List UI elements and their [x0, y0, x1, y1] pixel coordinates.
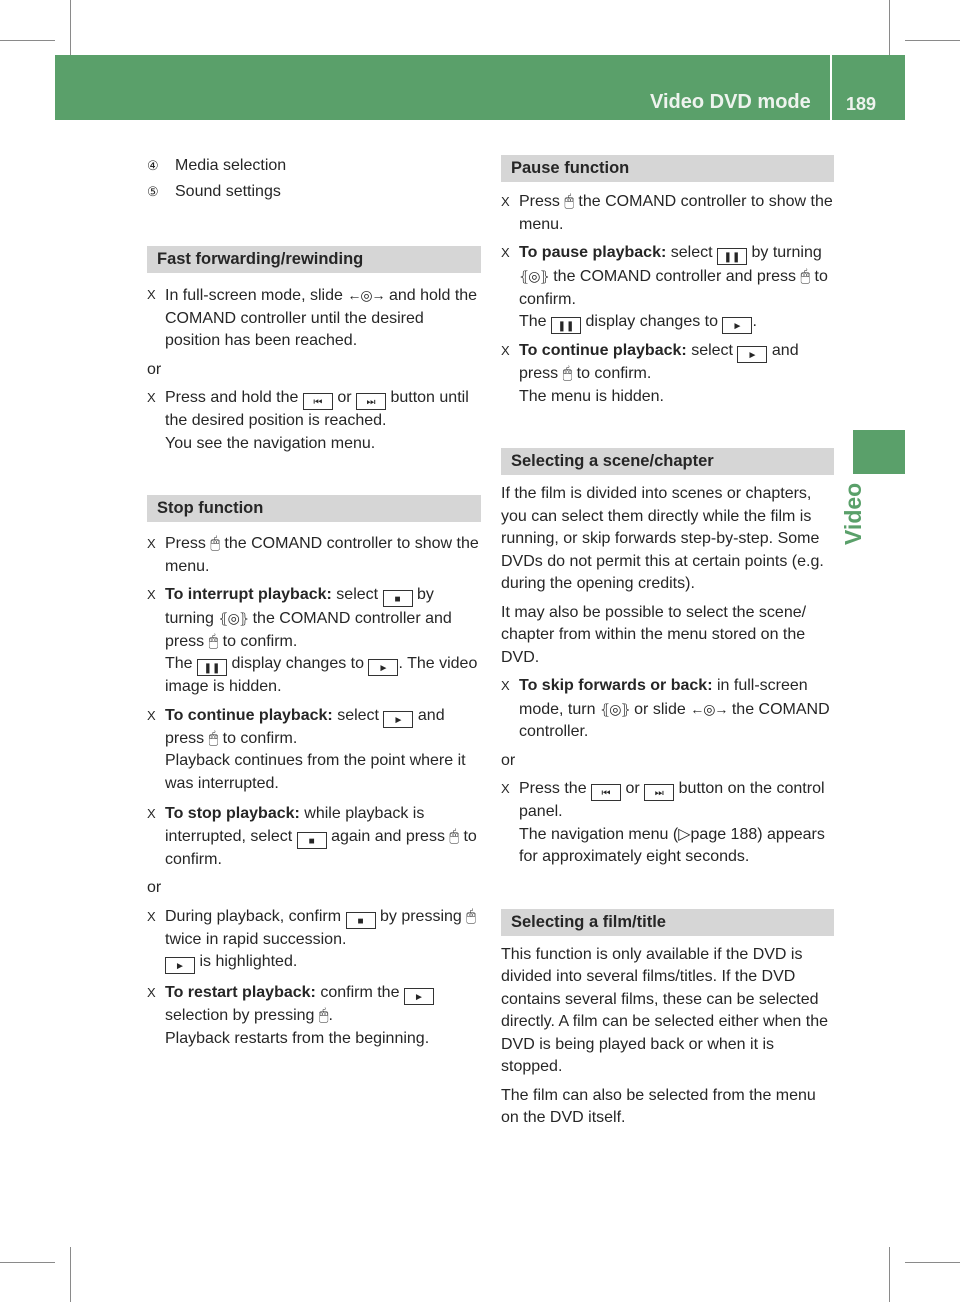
instruction-step — [501, 242, 834, 334]
chapter-tab — [853, 430, 905, 474]
or-separator: or — [147, 879, 162, 896]
step-text: select — [336, 586, 379, 603]
slide-controller-icon: ←◎→ — [347, 287, 385, 303]
pause-icon: ❚❚ — [717, 248, 747, 265]
step-text: again and press — [331, 827, 445, 845]
step-text: by turning — [165, 586, 434, 627]
instruction-step — [147, 387, 481, 455]
list-item-text: Media selection — [175, 157, 287, 174]
step-text: by turning — [751, 244, 822, 261]
prev-button-icon: ⏮ — [303, 393, 333, 410]
play-icon: ► — [368, 659, 398, 676]
step-text: and press — [519, 342, 799, 382]
page-title: Video DVD mode — [650, 91, 811, 113]
play-icon: ► — [737, 346, 767, 363]
list-item — [147, 155, 481, 181]
step-text: to confirm. — [222, 729, 298, 747]
instruction-step — [147, 906, 481, 975]
press-controller-icon: 🖱 — [318, 1007, 329, 1024]
section-heading: Fast forwarding/rewinding — [147, 246, 481, 273]
step-text: or — [625, 780, 640, 797]
instruction-step — [147, 584, 481, 699]
step-text: or slide — [634, 700, 686, 718]
step-arrow-icon: X — [147, 985, 156, 1000]
step-arrow-icon: X — [147, 707, 156, 723]
press-controller-icon: 🖱 — [449, 827, 460, 845]
paragraph: This function is only available if the DVD is divided into several films/titles. If the DVD contains several films, these can be selected directly. A film can be selected either when the DVD is being played back or when it is stopped. — [501, 945, 828, 1075]
step-text: In full-screen mode, slide — [165, 287, 343, 304]
step-result — [519, 824, 834, 869]
step-arrow-icon: X — [147, 287, 156, 302]
step-arrow-icon: X — [147, 587, 156, 602]
step-text: Press and hold the — [165, 389, 299, 406]
step-text: . — [328, 1007, 333, 1024]
step-arrow-icon: X — [147, 390, 156, 405]
section-heading: Selecting a scene/chapter — [501, 448, 834, 475]
step-text: button on the control panel. — [519, 780, 825, 820]
list-item-text: Sound settings — [175, 183, 281, 200]
crop-mark — [70, 1247, 71, 1302]
step-heading: To stop playback: — [165, 805, 300, 822]
step-text: Press — [519, 193, 560, 210]
instruction-step — [147, 533, 481, 578]
step-text: to confirm. — [576, 365, 652, 382]
list-item — [147, 181, 481, 207]
step-text: selection by pressing — [165, 1007, 315, 1024]
page-number: 189 — [846, 94, 877, 114]
step-text: the COMAND controller and press — [165, 610, 452, 650]
stop-icon: ■ — [297, 832, 327, 849]
instruction-step — [501, 191, 834, 236]
step-text: to confirm. — [165, 827, 477, 868]
press-controller-icon: 🖱 — [208, 632, 219, 650]
step-arrow-icon: X — [147, 806, 156, 821]
header-divider — [830, 55, 832, 120]
paragraph: It may also be possible to select the scene/ chapter from within the menu stored on the DVD. — [501, 603, 807, 666]
press-controller-icon: 🖱 — [208, 729, 219, 747]
section-heading: Selecting a film/title — [501, 909, 834, 936]
play-icon: ► — [383, 711, 413, 728]
page-ref-arrow-icon: ▷ — [678, 825, 691, 843]
play-icon: ► — [165, 957, 195, 974]
step-text: confirm the — [320, 984, 400, 1001]
step-heading: To continue playback: — [165, 706, 333, 724]
paragraph: The film can also be selected from the menu on the DVD itself. — [501, 1086, 816, 1126]
crop-mark — [0, 40, 55, 41]
step-text: while playback is interrupted, select — [165, 805, 425, 845]
step-arrow-icon: X — [501, 194, 510, 209]
crop-mark — [889, 1247, 890, 1302]
step-heading: To continue playback: — [519, 342, 687, 359]
step-heading: To interrupt playback: — [165, 586, 332, 603]
press-controller-icon: 🖱 — [562, 365, 573, 382]
step-text: During playback, confirm — [165, 907, 342, 925]
step-text: and hold the COMAND controller until the desired position has been reached. — [165, 287, 478, 349]
step-text: . The video image is hidden. — [165, 655, 478, 695]
step-text: is highlighted. — [199, 953, 298, 970]
press-controller-icon: 🖱 — [466, 907, 476, 925]
step-text: Press — [165, 535, 206, 552]
right-column — [501, 155, 834, 1130]
turn-controller-icon: ⦃◎⦄ — [218, 610, 249, 626]
step-arrow-icon: X — [501, 245, 510, 260]
step-text: by pressing — [379, 907, 462, 925]
instruction-step — [147, 982, 481, 1050]
step-arrow-icon: X — [501, 678, 510, 693]
prev-button-icon: ⏮ — [591, 784, 621, 801]
instruction-step — [501, 778, 834, 869]
step-text: display changes to — [231, 655, 365, 672]
step-text: and press — [165, 706, 445, 747]
step-text: to confirm. — [519, 268, 828, 308]
step-text: select — [691, 342, 733, 359]
step-text: The navigation menu ( — [519, 825, 679, 843]
pause-icon: ❚❚ — [197, 659, 227, 676]
play-icon: ► — [404, 988, 434, 1005]
step-text: select — [337, 706, 379, 724]
or-separator: or — [147, 360, 162, 378]
step-text: button until the desired position is reached. — [165, 389, 469, 429]
step-arrow-icon: X — [147, 536, 156, 551]
left-column — [147, 155, 481, 1050]
page-reference: page 188) appears for approximately eight seconds. — [519, 825, 825, 865]
stop-icon: ■ — [346, 912, 376, 929]
chapter-tab-label: Video — [840, 482, 866, 545]
step-text: to confirm. — [222, 632, 298, 650]
crop-mark — [905, 40, 960, 41]
step-text: select — [670, 244, 713, 261]
step-text: the COMAND controller and press — [553, 268, 796, 285]
next-button-icon: ⏭ — [356, 393, 386, 410]
step-arrow-icon: X — [147, 908, 156, 924]
item-number-icon: ④ — [147, 158, 159, 173]
step-text: Press the — [519, 780, 587, 797]
step-text: the COMAND controller to show the menu. — [519, 193, 833, 233]
step-text: display changes to — [585, 313, 719, 330]
crop-mark — [905, 1262, 960, 1263]
step-result: You see the navigation menu. — [165, 434, 376, 452]
instruction-step — [501, 340, 834, 408]
step-text: The — [519, 313, 547, 330]
turn-controller-icon: ⦃◎⦄ — [519, 268, 549, 284]
step-heading: To skip forwards or back: — [519, 677, 713, 694]
step-text: . — [752, 313, 757, 330]
step-text: the COMAND controller. — [519, 700, 830, 740]
step-result: The menu is hidden. — [519, 387, 664, 405]
step-text: in full-screen mode, turn — [519, 677, 808, 718]
play-icon: ► — [722, 317, 752, 334]
step-text: twice in rapid succession. — [165, 930, 347, 948]
next-button-icon: ⏭ — [644, 784, 674, 801]
step-text: or — [337, 389, 352, 406]
crop-mark — [70, 0, 71, 55]
press-controller-icon: 🖱 — [564, 193, 574, 210]
instruction-step — [147, 284, 481, 353]
step-arrow-icon: X — [501, 781, 510, 796]
step-result: Playback continues from the point where it was interrupted. — [165, 752, 466, 792]
step-arrow-icon: X — [501, 343, 510, 358]
stop-icon: ■ — [383, 590, 413, 607]
instruction-step — [147, 705, 481, 796]
crop-mark — [889, 0, 890, 55]
slide-controller-icon: ←◎→ — [690, 700, 728, 717]
paragraph: If the film is divided into scenes or chapters, you can select them directly while the film is running, or skip forwards step-by-step. Some DVDs do not permit this at certain points (e.g. during the opening credits). — [501, 485, 824, 592]
press-controller-icon: 🖱 — [800, 268, 811, 285]
item-number-icon: ⑤ — [147, 184, 159, 199]
turn-controller-icon: ⦃◎⦄ — [599, 700, 630, 717]
step-result: Playback restarts from the beginning. — [165, 1029, 430, 1047]
step-text: The — [165, 655, 193, 672]
step-heading: To restart playback: — [165, 984, 316, 1001]
instruction-step — [501, 675, 834, 744]
step-text: the COMAND controller to show the menu. — [165, 535, 479, 575]
or-separator: or — [501, 751, 516, 769]
step-heading: To pause playback: — [519, 244, 667, 261]
crop-mark — [0, 1262, 55, 1263]
section-heading: Stop function — [147, 495, 481, 522]
press-controller-icon: 🖱 — [210, 535, 220, 552]
pause-icon: ❚❚ — [551, 317, 581, 334]
section-heading: Pause function — [501, 155, 834, 182]
instruction-step — [147, 803, 481, 871]
